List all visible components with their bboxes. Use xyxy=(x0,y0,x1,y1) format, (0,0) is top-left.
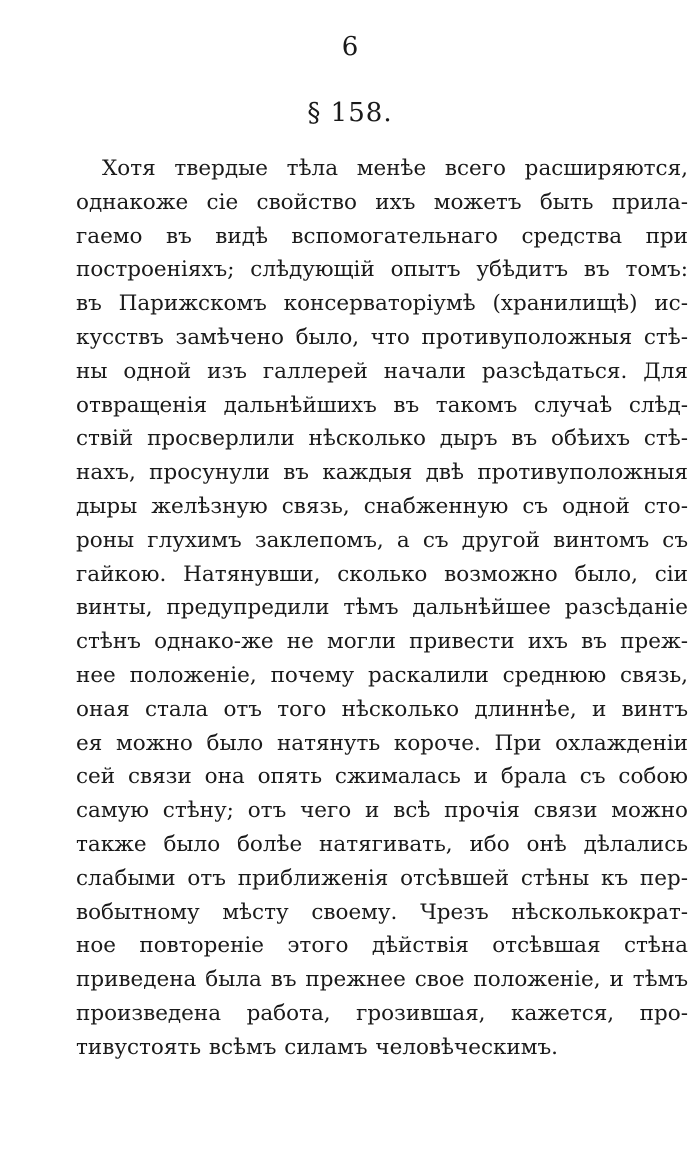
text-line: приведена была въ прежнее свое положеніе, и тѣмъ xyxy=(76,967,688,993)
text-line: ны одной изъ галлерей начали разсѣдаться. Для xyxy=(76,358,688,384)
text-line: ное повтореніе этого дѣйствія отсѣвшая стѣна xyxy=(76,933,688,959)
body-paragraph xyxy=(76,152,688,1065)
text-line: тивустоять всѣмъ силамъ человѣческимъ. xyxy=(76,1034,558,1060)
text-line: самую стѣну; отъ чего и всѣ прочія связи можно xyxy=(76,798,688,824)
text-line: также было болѣе натягивать, ибо онѣ дѣлались xyxy=(76,831,688,857)
text-line: ея можно было натянуть короче. При охлажденіи xyxy=(76,730,688,756)
text-line: гайкою. Натянувши, сколько возможно было, сіи xyxy=(76,561,688,587)
text-line: ствій просверлили нѣсколько дыръ въ обѣихъ стѣ- xyxy=(76,426,688,452)
text-line: отвращенія дальнѣйшихъ въ такомъ случаѣ слѣд- xyxy=(76,392,688,418)
text-line: однакоже сіе свойство ихъ можетъ быть прила- xyxy=(76,189,688,215)
text-line: вобытному мѣсту своему. Чрезъ нѣсколькократ- xyxy=(76,899,688,925)
text-line: нахъ, просунули въ каждыя двѣ противуположныя xyxy=(76,460,688,486)
text-line: оная стала отъ того нѣсколько длиннѣе, и винтъ xyxy=(76,696,688,722)
text-line: Хотя твердые тѣла менѣе всего расширяются, xyxy=(102,156,688,181)
text-line: стѣнъ однако-же не могли привести ихъ въ преж- xyxy=(76,629,688,655)
text-line: слабыми отъ приближенія отсѣвшей стѣны къ пер- xyxy=(76,865,688,891)
section-heading: § 158. xyxy=(307,98,393,128)
text-line: сей связи она опять сжималась и брала съ собою xyxy=(76,764,688,790)
page-number: 6 xyxy=(341,32,359,62)
text-line: дыры желѣзную связь, снабженную съ одной сто- xyxy=(76,493,688,519)
text-line: построеніяхъ; слѣдующій опытъ убѣдитъ въ томъ: xyxy=(76,257,688,283)
text-line: кусствъ замѣчено было, что противуположныя стѣ- xyxy=(76,324,688,350)
text-line: нее положеніе, почему раскалили среднюю связь, xyxy=(76,662,688,688)
text-line: роны глухимъ заклепомъ, а съ другой винтомъ съ xyxy=(76,527,688,553)
text-line: въ Парижскомъ консерваторіумѣ (хранилищѣ) ис- xyxy=(76,291,688,317)
text-line: винты, предупредили тѣмъ дальнѣйшее разсѣданіе xyxy=(76,595,688,621)
text-line: гаемо въ видѣ вспомогательнаго средства при xyxy=(76,223,688,249)
text-line: произведена работа, грозившая, кажется, про- xyxy=(76,1000,688,1026)
